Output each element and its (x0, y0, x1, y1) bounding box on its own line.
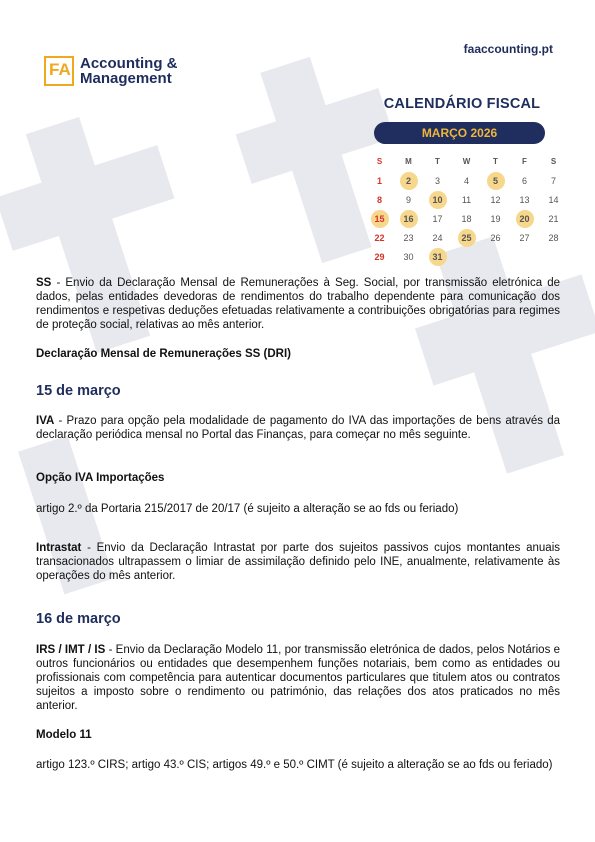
calendar-day (423, 176, 452, 186)
calendar-weekday: F (522, 157, 527, 166)
calendar-week-row (365, 247, 568, 266)
calendar-day (539, 233, 568, 243)
calendar-day-number: 19 (490, 213, 501, 224)
calendar-day-number: 17 (432, 213, 443, 224)
calendar-day-number: 30 (403, 251, 414, 262)
calendar-day-number: 31 (429, 248, 447, 266)
calendar-day-deadline (423, 191, 452, 209)
calendar-day (510, 233, 539, 243)
calendar-day-number: 16 (400, 210, 418, 228)
iva-paragraph (36, 414, 560, 442)
modelo-11-subtitle: Modelo 11 (36, 729, 92, 741)
intrastat-paragraph (36, 541, 560, 583)
irs-paragraph (36, 643, 560, 713)
calendar-day-number: 22 (374, 232, 385, 243)
calendar-day-number: 24 (432, 232, 443, 243)
calendar-day-number: 5 (487, 172, 505, 190)
calendar-day-number: 4 (463, 175, 469, 186)
calendar-day (365, 176, 394, 186)
calendar-day-number: 20 (516, 210, 534, 228)
calendar-weekday: T (435, 157, 440, 166)
calendar-day-deadline (365, 210, 394, 228)
calendar-day-number: 1 (376, 175, 382, 186)
calendar-day (394, 252, 423, 262)
irs-text: - Envio da Declaração Modelo 11, por transmissão eletrónica de dados, pelos Notários e outros funcionários ou entidades que desempenhem funções notariais, bem como as entidades ou profissionais com competência para autenticar documentos particulares que titulem atos ou contratos sujeitos a imposto sobre o rendimento ou património, das relações dos atos praticados no mês anterior. (36, 644, 560, 712)
calendar-day (394, 233, 423, 243)
calendar-day (510, 176, 539, 186)
calendar-day-deadline (510, 210, 539, 228)
calendar-day-number: 27 (519, 232, 530, 243)
calendar-day (539, 214, 568, 224)
calendar-week-row (365, 209, 568, 228)
intrastat-text: - Envio da Declaração Intrastat por parte dos sujeitos passivos cujos montantes anuais transacionados ultrapassem o limiar de assimilação definido pelo INE, anualmente, relativamente às operações do mês anterior. (36, 542, 560, 582)
calendar-day-number: 3 (434, 175, 440, 186)
modelo-11-reference: artigo 123.º CIRS; artigo 43.º CIS; artigos 49.º e 50.º CIMT (é sujeito a alteração se ao fds ou feriado) (36, 759, 553, 771)
calendar-day-number: 10 (429, 191, 447, 209)
irs-label: IRS / IMT / IS (36, 644, 106, 656)
calendar-week-row (365, 171, 568, 190)
calendar-day-number: 28 (548, 232, 559, 243)
calendar-day-number: 21 (548, 213, 559, 224)
ss-label: SS (36, 277, 52, 289)
calendar-day (481, 195, 510, 205)
iva-text: - Prazo para opção pela modalidade de pagamento do IVA das importações de bens através da declaração periódica mensal no Portal das Finanças, para começar no mês seguinte. (36, 415, 560, 441)
iva-reference: artigo 2.º da Portaria 215/2017 de 20/17 (é sujeito a alteração se ao fds ou feriado) (36, 503, 459, 515)
calendar-day (452, 214, 481, 224)
calendar-day-number: 14 (548, 194, 559, 205)
calendar-day (510, 195, 539, 205)
calendar-month-pill: MARÇO 2026 (374, 122, 545, 144)
logo-mark-icon (44, 56, 74, 86)
heading-15-marco: 15 de março (36, 383, 121, 399)
heading-16-marco: 16 de março (36, 611, 121, 627)
calendar-day (539, 195, 568, 205)
logo-letters: FA (49, 60, 71, 79)
calendar-day (365, 252, 394, 262)
calendar-day-number: 11 (461, 194, 472, 205)
logo-line-1: Accounting & (80, 55, 178, 72)
calendar-weekday: S (550, 157, 557, 166)
calendar-day-deadline (394, 210, 423, 228)
calendar-day-deadline (452, 229, 481, 247)
calendar-title: CALENDÁRIO FISCAL (383, 96, 541, 112)
calendar-day-number: 9 (405, 194, 411, 205)
logo-line-2: Management (80, 70, 172, 87)
calendar-day-deadline (423, 248, 452, 266)
company-logo (44, 56, 178, 86)
calendar-day-number: 26 (490, 232, 501, 243)
calendar-day-number: 7 (550, 175, 556, 186)
calendar-day (452, 176, 481, 186)
calendar-weekday: S (376, 157, 383, 166)
calendar-day-number: 12 (490, 194, 501, 205)
calendar-day-number: 13 (519, 194, 530, 205)
intrastat-label: Intrastat (36, 542, 82, 554)
calendar-day (423, 214, 452, 224)
calendar-day-number: 8 (376, 194, 382, 205)
iva-label: IVA (36, 415, 55, 427)
calendar-day (365, 233, 394, 243)
calendar-day-number: 2 (400, 172, 418, 190)
calendar-week-row (365, 190, 568, 209)
calendar-day (481, 233, 510, 243)
calendar-grid (365, 152, 568, 266)
calendar-day (452, 195, 481, 205)
calendar-day (539, 176, 568, 186)
calendar-day-number: 6 (521, 175, 527, 186)
calendar-day (394, 195, 423, 205)
calendar-day (423, 233, 452, 243)
ss-subtitle: Declaração Mensal de Remunerações SS (DRI) (36, 348, 292, 360)
calendar-day-number: 15 (371, 210, 389, 228)
calendar-weekday: W (462, 157, 471, 166)
calendar-day-number: 29 (374, 251, 385, 262)
calendar-weekday-row (365, 152, 568, 171)
website-link[interactable]: faaccounting.pt (463, 42, 553, 56)
ss-paragraph (36, 276, 560, 332)
calendar-day (481, 214, 510, 224)
calendar-day (365, 195, 394, 205)
calendar-day-number: 23 (403, 232, 414, 243)
calendar-day-deadline (394, 172, 423, 190)
calendar-weekday: M (405, 157, 412, 166)
calendar-weekday: T (493, 157, 498, 166)
calendar-day-number: 18 (461, 213, 472, 224)
calendar-week-row (365, 228, 568, 247)
iva-subtitle: Opção IVA Importações (36, 472, 165, 484)
calendar-day-deadline (481, 172, 510, 190)
logo-text (80, 56, 178, 86)
ss-text: - Envio da Declaração Mensal de Remunerações à Seg. Social, por transmissão eletrónica de dados, pelas entidades devedoras de rendimentos do trabalho dependente para comunicação dos rendimentos e respetivas deduções efetuadas relativamente a contribuições obrigatórias para regimes de proteção social, relativas ao mês anterior. (36, 277, 560, 331)
calendar-day-number: 25 (458, 229, 476, 247)
